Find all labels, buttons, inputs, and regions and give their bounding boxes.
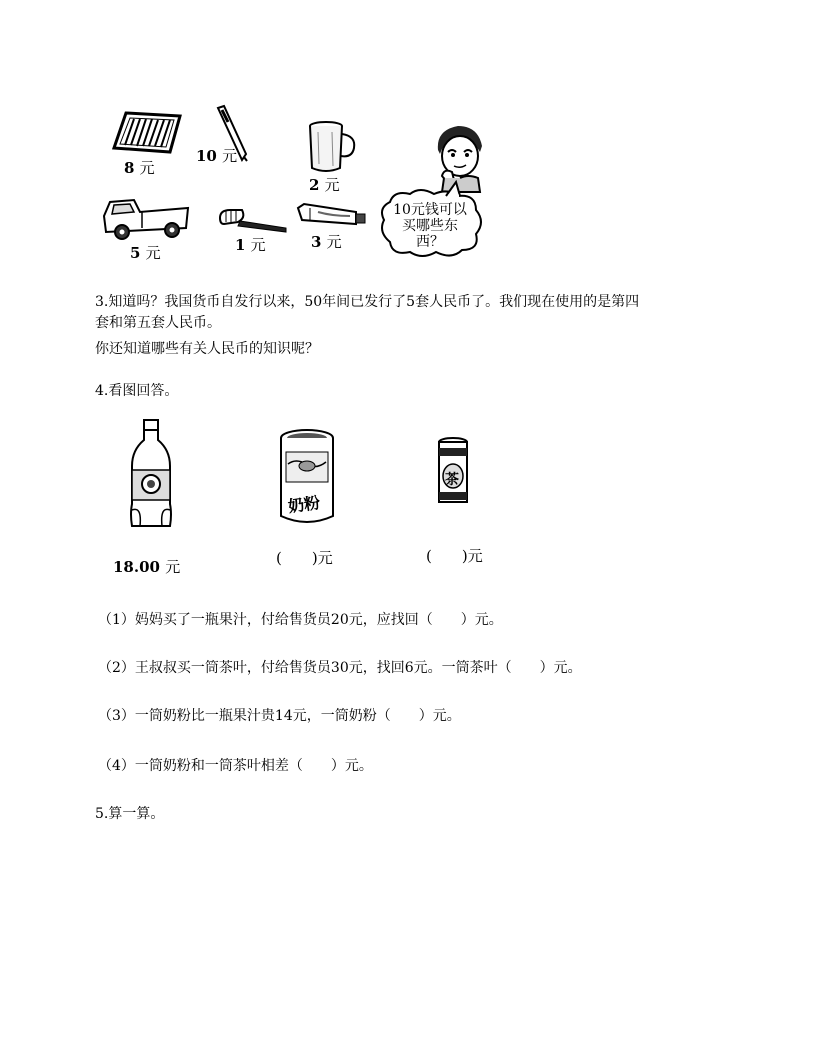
- truck-price: [130, 242, 161, 263]
- q4-title: 4.看图回答。: [95, 383, 179, 399]
- milk-powder-price: [276, 548, 333, 568]
- cup-price: [309, 174, 340, 195]
- cup-price-value: 2: [309, 176, 320, 194]
- toothpaste-icon: [296, 200, 368, 230]
- toothbrush-icon: [218, 208, 290, 234]
- pen-price-value: 10: [196, 147, 217, 165]
- tea-price: [426, 546, 483, 566]
- q4-subquestion-3: （3）一筒奶粉比一瓶果汁贵14元，一筒奶粉（ ）元。: [98, 708, 461, 724]
- speech-bubble-line-2: 买哪些东: [402, 218, 458, 234]
- abacus-price: [124, 157, 155, 178]
- q3-line-2: 套和第五套人民币。: [95, 315, 221, 331]
- milk-powder-price-blank: ( ): [276, 549, 318, 567]
- toy-truck-icon: [100, 196, 192, 242]
- q5-title: 5.算一算。: [95, 806, 165, 822]
- toothbrush-price-value: 1: [235, 236, 246, 254]
- speech-bubble-line-3: 西？: [416, 234, 444, 250]
- milk-powder-price-unit: 元: [317, 549, 333, 567]
- abacus-price-unit: 元: [139, 159, 155, 177]
- q3-line-1: 3.知道吗？我国货币自发行以来，50年间已发行了5套人民币了。我们现在使用的是第四: [95, 294, 640, 310]
- pen-price: [196, 145, 237, 166]
- toothbrush-price-unit: 元: [250, 236, 266, 254]
- tea-can-label: 茶: [445, 472, 459, 488]
- tea-price-blank: ( ): [426, 547, 468, 565]
- speech-bubble-line-1: 10元钱可以: [393, 202, 467, 218]
- pen-price-unit: 元: [222, 147, 238, 165]
- tea-price-unit: 元: [467, 547, 483, 565]
- juice-bottle-icon: [126, 418, 176, 530]
- juice-price-value: 18.00: [113, 558, 160, 576]
- cup-icon: [304, 120, 360, 174]
- truck-price-unit: 元: [145, 244, 161, 262]
- milk-powder-can-label: 奶粉: [286, 492, 322, 517]
- thinking-boy-icon: [432, 122, 488, 194]
- q3-line-3: 你还知道哪些有关人民币的知识呢？: [95, 341, 319, 357]
- cup-price-unit: 元: [324, 176, 340, 194]
- truck-price-value: 5: [130, 244, 141, 262]
- toothpaste-price-value: 3: [311, 233, 322, 251]
- q4-subquestion-1: （1）妈妈买了一瓶果汁，付给售货员20元，应找回（ ）元。: [98, 612, 503, 628]
- speech-bubble: [380, 202, 480, 250]
- abacus-price-value: 8: [124, 159, 135, 177]
- toothpaste-price: [311, 231, 342, 252]
- toothbrush-price: [235, 234, 266, 255]
- abacus-icon: [112, 110, 182, 156]
- q4-subquestion-4: （4）一筒奶粉和一筒茶叶相差（ ）元。: [98, 758, 373, 774]
- juice-price-unit: 元: [165, 558, 181, 576]
- q4-subquestion-2: （2）王叔叔买一筒茶叶，付给售货员30元，找回6元。一筒茶叶（ ）元。: [98, 660, 582, 676]
- juice-price: [113, 556, 180, 577]
- toothpaste-price-unit: 元: [326, 233, 342, 251]
